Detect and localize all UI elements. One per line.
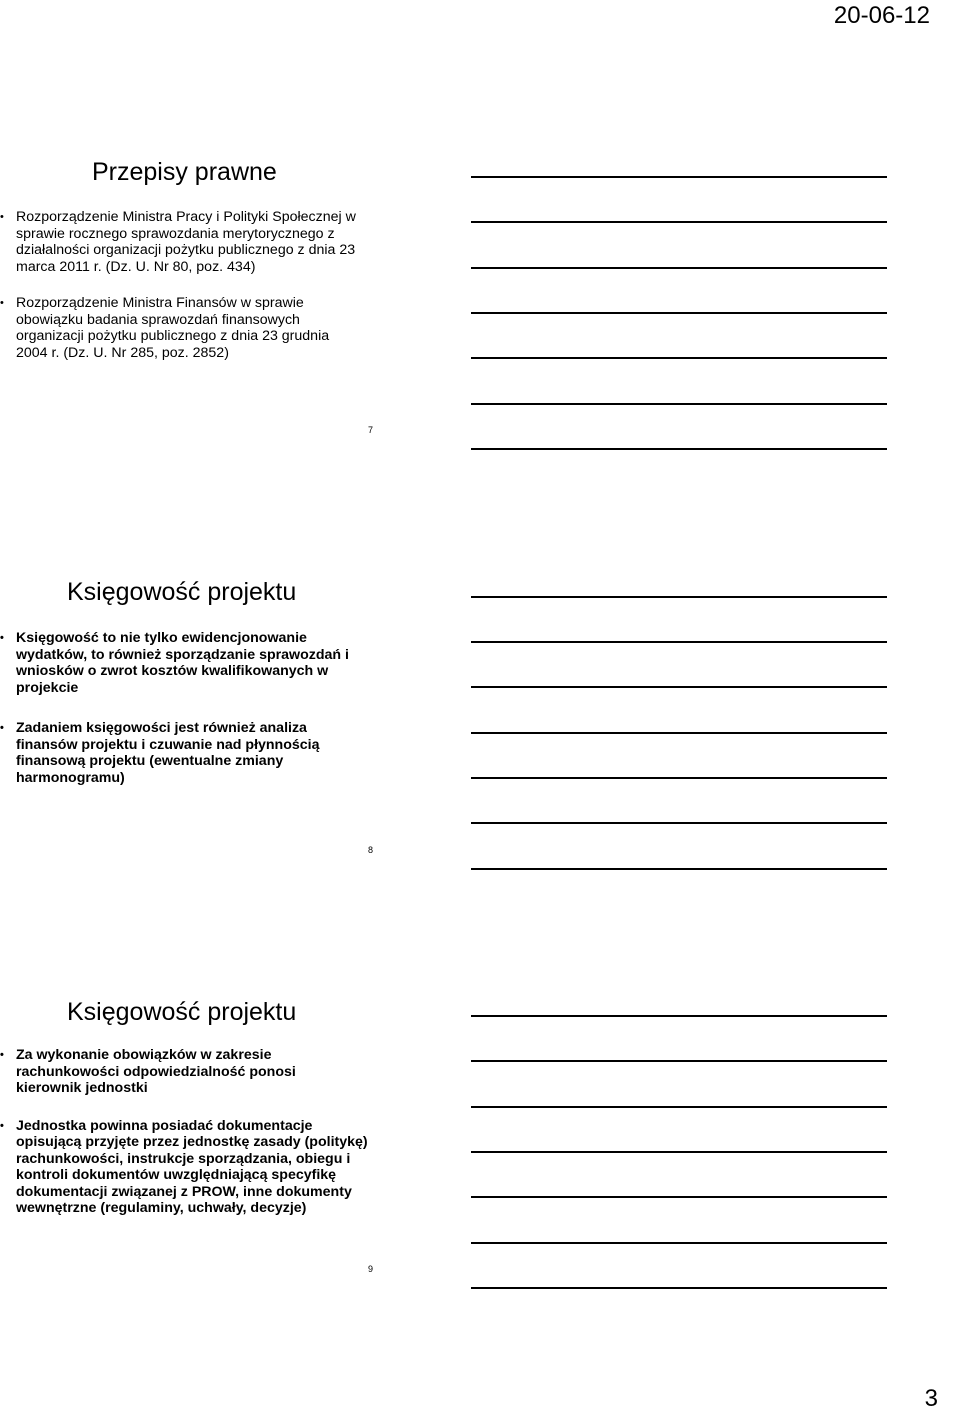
note-line	[471, 1106, 887, 1108]
note-line	[471, 403, 887, 405]
slide-title: Księgowość projektu	[67, 998, 297, 1026]
note-line	[471, 176, 887, 178]
note-line	[471, 686, 887, 688]
note-line	[471, 1151, 887, 1153]
slide-number: 7	[368, 425, 374, 435]
page-number: 3	[924, 1385, 938, 1412]
bullet-list	[0, 209, 440, 361]
bullet-item: • Zadaniem księgowości jest również analiza finansów projektu i czuwanie nad płynnością finansową projektu (ewentualne zmiany harmonogramu)	[0, 720, 361, 786]
note-line	[471, 777, 887, 779]
bullet-list	[0, 1047, 440, 1217]
note-line	[471, 1287, 887, 1289]
note-line	[471, 1015, 887, 1017]
bullet-list	[0, 630, 440, 786]
note-line	[471, 596, 887, 598]
bullet-item: • Za wykonanie obowiązków w zakresie rachunkowości odpowiedzialność ponosi kierownik jednostki	[0, 1047, 346, 1097]
note-line	[471, 732, 887, 734]
slide-title: Księgowość projektu	[67, 578, 297, 606]
note-line	[471, 312, 887, 314]
page-date: 20-06-12	[833, 2, 930, 29]
slide-number: 8	[368, 845, 374, 855]
note-line	[471, 448, 887, 450]
note-line	[471, 357, 887, 359]
note-line	[471, 1060, 887, 1062]
slide-title: Przepisy prawne	[92, 158, 277, 186]
note-line	[471, 868, 887, 870]
bullet-item: • Jednostka powinna posiadać dokumentacje opisującą przyjęte przez jednostkę zasady (politykę) rachunkowości, instrukcje sporządzania, obiegu i kontroli dokumentów uwzględniającą specyfikę dokumentacji związanej z PROW, inne dokumenty wewnętrzne (regulaminy, uchwały, decyzje)	[0, 1118, 376, 1217]
bullet-item: • Księgowość to nie tylko ewidencjonowanie wydatków, to również sporządzanie sprawozdań i wniosków o zwrot kosztów kwalifikowanych w projekcie	[0, 630, 381, 696]
note-line	[471, 822, 887, 824]
note-line	[471, 267, 887, 269]
bullet-item: • Rozporządzenie Ministra Finansów w sprawie obowiązku badania sprawozdań finansowych organizacji pożytku publicznego z dnia 23 grudnia 2004 r. (Dz. U. Nr 285, poz. 2852)	[0, 295, 356, 361]
note-line	[471, 641, 887, 643]
slide-number: 9	[368, 1264, 374, 1274]
bullet-item: • Rozporządzenie Ministra Pracy i Polityki Społecznej w sprawie rocznego sprawozdania merytorycznego z działalności organizacji pożytku publicznego z dnia 23 marca 2011 r. (Dz. U. Nr 80, poz. 434)	[0, 209, 356, 275]
note-line	[471, 1196, 887, 1198]
note-line	[471, 1242, 887, 1244]
note-line	[471, 221, 887, 223]
